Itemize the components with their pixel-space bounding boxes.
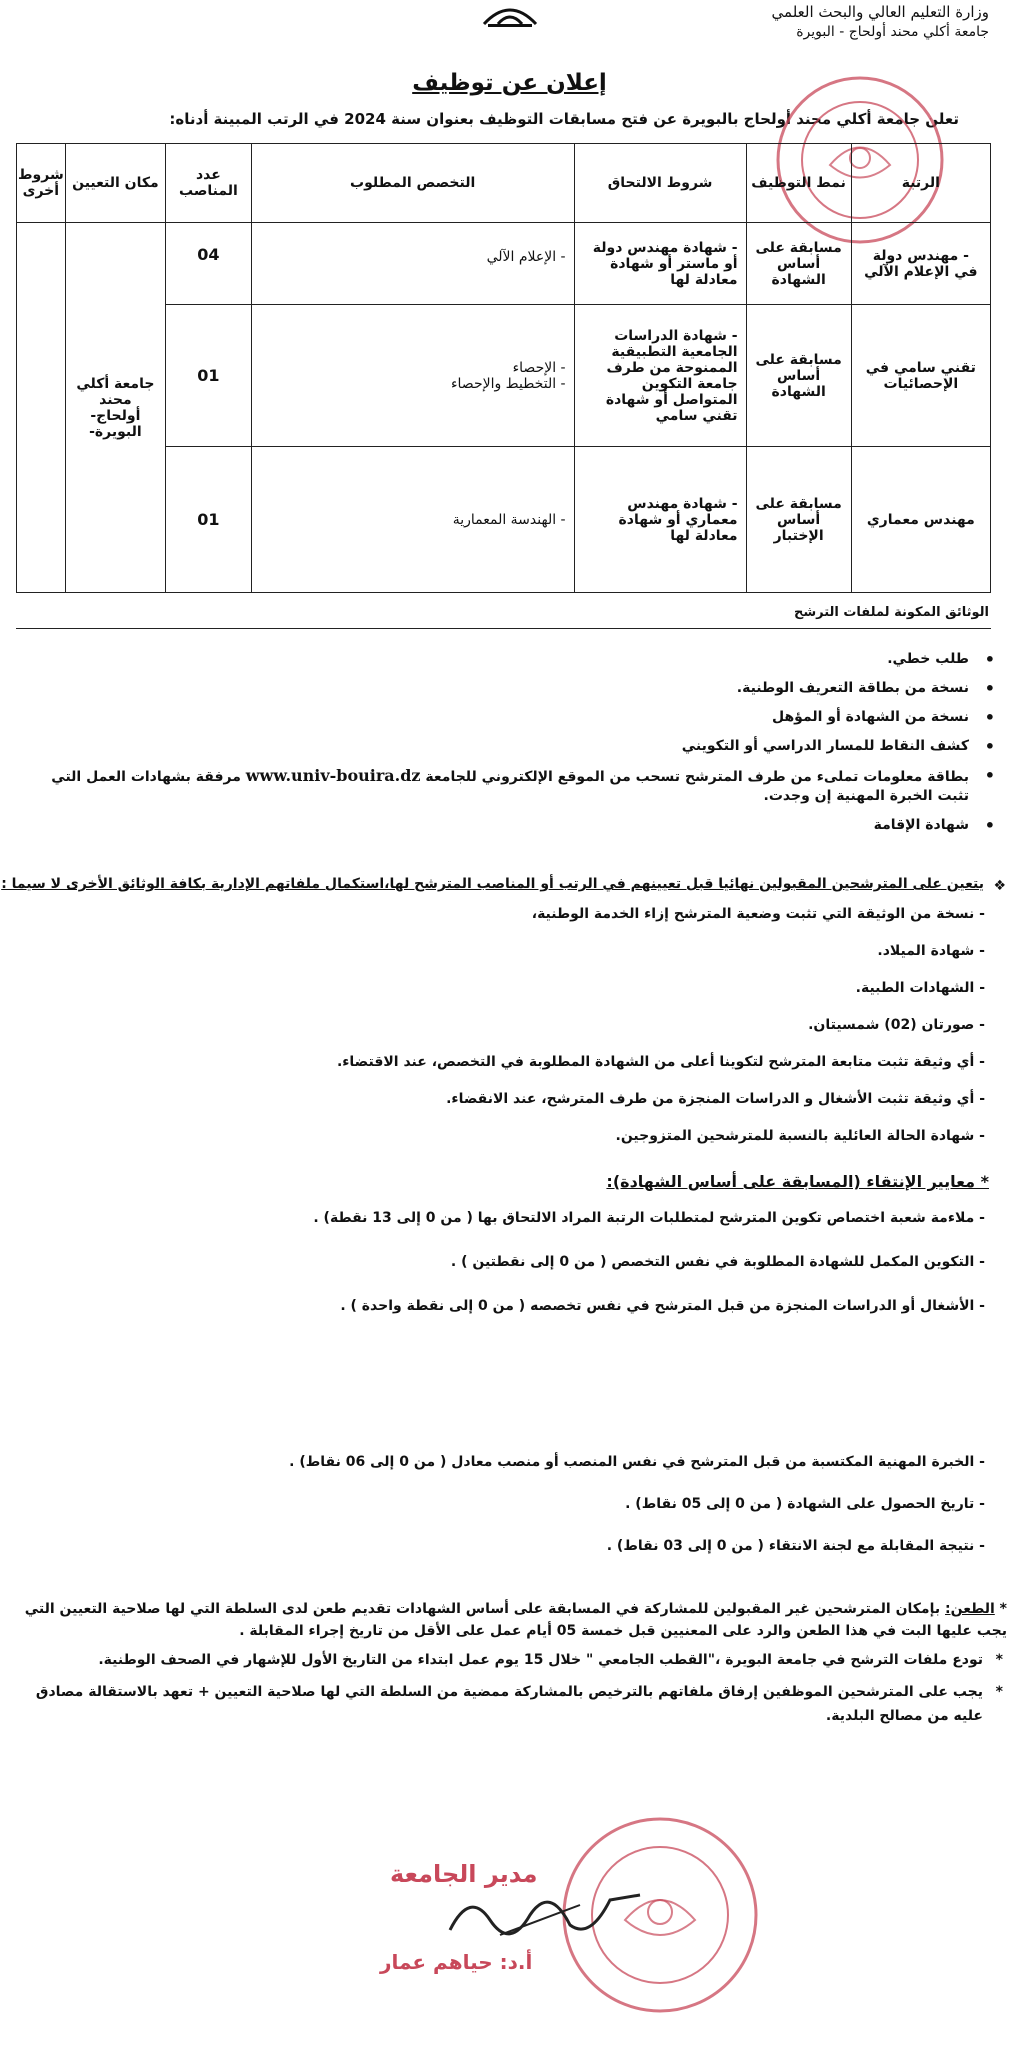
cell-mode: مسابقة على أساس الإختبار: [746, 447, 851, 593]
diamond-bullet-icon: ❖: [993, 878, 1006, 894]
cell-count: 04: [166, 223, 252, 305]
list-item: - ملاءمة شعبة اختصاص تكوين المترشح لمتطلبات الرتبة المراد الالتحاق بها ( من 0 إلى 13 نقطة) .: [313, 1210, 985, 1226]
appeal-text: بإمكان المترشحين غير المقبولين للمشاركة في المسابقة على أساس الشهادات تقديم طعن لدى السلطة التي لها صلاحية التعيين التي يجب عليها البت في هذا الطعن والرد على المعنيين قبل خمسة 05 أيام عمل على الأقل من تاريخ إجراء المقابلة .: [24, 1601, 1007, 1639]
header-conditions: شروط الالتحاق: [574, 144, 746, 223]
cell-grade: مهندس معماري: [851, 447, 990, 593]
list-item: - الخبرة المهنية المكتسبة من قبل المترشح في نفس المنصب أو منصب معادل ( من 0 إلى 06 نقاط) .: [289, 1454, 985, 1470]
header-count: عدد المناصب: [166, 144, 252, 223]
list-item: • نسخة من الشهادة أو المؤهل: [37, 708, 997, 727]
list-item: • طلب خطي.: [37, 650, 997, 669]
cell-other: [17, 223, 66, 593]
list-item: - شهادة الميلاد.: [877, 943, 985, 959]
intro-text: تعلن جامعة أكلي محند أولحاج بالبويرة عن فتح مسابقات التوظيف بعنوان سنة 2024 في الرتب المبينة أدناه:: [169, 110, 959, 128]
signatory-name: أ.د: حياهم عمار: [380, 1950, 533, 1974]
ministry-name: وزارة التعليم العالي والبحث العلمي: [771, 3, 989, 21]
header-grade: الرتبة: [851, 144, 990, 223]
list-item: • شهادة الإقامة: [37, 816, 997, 835]
cell-specialty: - الإعلام الآلي: [251, 223, 574, 305]
cell-count: 01: [166, 305, 252, 447]
page-title: إعلان عن توظيف: [412, 70, 607, 96]
appeal-bullets: [17, 1648, 1007, 1728]
table-row: [17, 223, 991, 305]
table-header-row: [17, 144, 991, 223]
university-logo-icon: [480, 2, 540, 28]
header-other: شروط أخرى: [17, 144, 66, 223]
list-item: - صورتان (02) شمسيتان.: [808, 1017, 985, 1033]
documents-list: [37, 650, 997, 845]
form-text-post: مرفقة بشهادات العمل التي تثبت الخبرة المهنية إن وجدت.: [51, 769, 969, 804]
university-name: جامعة أكلي محند أولحاج - البويرة: [796, 24, 989, 40]
cell-conditions: - شهادة مهندس دولة أو ماستر أو شهادة معادلة لها: [574, 223, 746, 305]
cell-conditions: - شهادة مهندس معماري أو شهادة معادلة لها: [574, 447, 746, 593]
header-place: مكان التعيين: [65, 144, 165, 223]
header-specialty: التخصص المطلوب: [251, 144, 574, 223]
positions-table: [16, 143, 991, 593]
criteria-title: * معايير الإنتقاء (المسابقة على أساس الشهادة):: [606, 1172, 989, 1191]
cell-specialty: [251, 305, 574, 447]
list-item: - نسخة من الوثيقة التي تثبت وضعية المترشح إزاء الخدمة الوطنية،: [531, 906, 985, 922]
section-divider: [16, 628, 991, 629]
cell-count: 01: [166, 447, 252, 593]
list-item: - نتيجة المقابلة مع لجنة الانتقاء ( من 0 إلى 03 نقاط) .: [606, 1538, 985, 1554]
appeal-star: *: [994, 1601, 1007, 1617]
list-item: • نسخة من بطاقة التعريف الوطنية.: [37, 679, 997, 698]
list-item: - شهادة الحالة العائلية بالنسبة للمترشحين المتزوجين.: [615, 1128, 985, 1144]
list-item: * تودع ملفات الترشح في جامعة البويرة ،"القطب الجامعي " خلال 15 يوم عمل ابتداء من التاريخ الأول للإشهار في الصحف الوطنية.: [17, 1648, 1007, 1672]
final-docs-note-text: يتعين على المترشحين المقبولين نهائيا قبل تعيينهم في الرتب أو المناصب المترشح لها،استكمال ملفاتهم الإدارية بكافة الوثائق الأخرى لا سيما :: [1, 876, 984, 892]
cell-place: جامعة أكلي محند أولحاج- البويرة-: [65, 223, 165, 593]
cell-mode: مسابقة على أساس الشهادة: [746, 223, 851, 305]
final-docs-note: [1, 876, 1006, 894]
list-item: - الشهادات الطبية.: [855, 980, 985, 996]
list-item: • كشف النقاط للمسار الدراسي أو التكويني: [37, 737, 997, 756]
specialty-line: - التخطيط والإحصاء: [450, 375, 566, 392]
criteria-list-continued: [37, 1452, 997, 1578]
list-item: * يجب على المترشحين الموظفين إرفاق ملفاتهم بالترخيص بالمشاركة ممضية من السلطة التي لها صلاحية التعيين + تعهد بالاستقالة مصادق عليه من مصالح البلدية.: [17, 1680, 1007, 1728]
list-item: - تاريخ الحصول على الشهادة ( من 0 إلى 05 نقاط) .: [625, 1496, 985, 1512]
cell-mode: مسابقة على أساس الشهادة: [746, 305, 851, 447]
handwritten-signature-icon: [440, 1880, 660, 1950]
header-mode: نمط التوظيف: [746, 144, 851, 223]
list-item: - الأشغال أو الدراسات المنجزة من قبل المترشح في نفس تخصصه ( من 0 إلى نقطة واحدة ) .: [340, 1298, 985, 1314]
appeal-section: [17, 1598, 1007, 1736]
website-link[interactable]: www.univ-bouira.dz: [245, 766, 421, 785]
list-item: - أي وثيقة تثبت متابعة المترشح لتكوينا أعلى من الشهادة المطلوبة في التخصص، عند الاقتضاء.: [336, 1054, 985, 1070]
list-item: [37, 766, 997, 806]
cell-grade: - مهندس دولة في الإعلام الآلي: [851, 223, 990, 305]
appeal-paragraph: [17, 1598, 1007, 1642]
documents-title: الوثائق المكونة لملفات الترشح: [793, 605, 989, 620]
final-docs-list: [37, 904, 997, 1163]
list-item: - التكوين المكمل للشهادة المطلوبة في نفس التخصص ( من 0 إلى نقطتين ) .: [450, 1254, 985, 1270]
cell-conditions: - شهادة الدراسات الجامعية التطبيقية الممنوحة من طرف جامعة التكوين المتواصل أو شهادة تقني سامي: [574, 305, 746, 447]
specialty-line: - الإحصاء: [512, 359, 566, 376]
form-text-pre: بطاقة معلومات تملىء من طرف المترشح تسحب من الموقع الإلكتروني للجامعة: [425, 769, 969, 785]
appeal-label: الطعن:: [945, 1601, 995, 1617]
cell-specialty: - الهندسة المعمارية: [251, 447, 574, 593]
signatory-role: مدير الجامعة: [390, 1860, 538, 1888]
criteria-list: [37, 1208, 997, 1340]
document-header: [0, 0, 1019, 48]
cell-grade: تقني سامي في الإحصائيات: [851, 305, 990, 447]
list-item: - أي وثيقة تثبت الأشغال و الدراسات المنجزة من طرف المترشح، عند الانقضاء.: [446, 1091, 985, 1107]
